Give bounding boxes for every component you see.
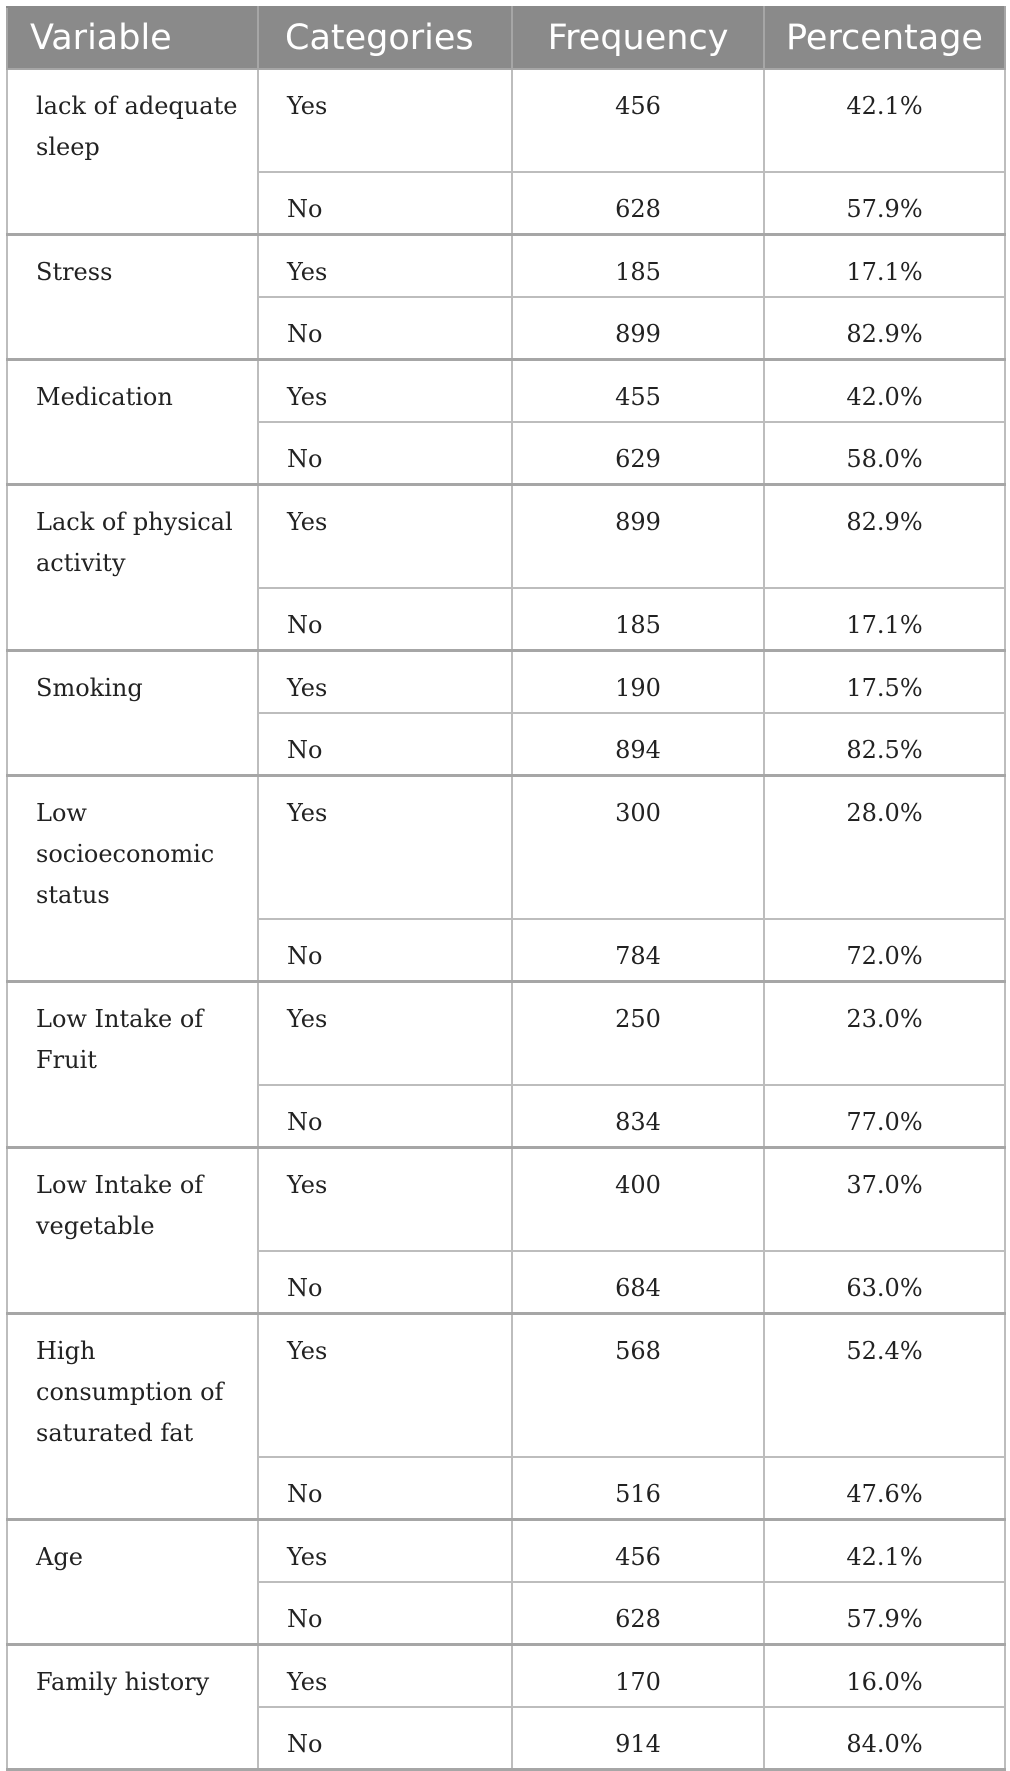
category-cell: No <box>258 297 512 360</box>
variable-cell: lack of adequate sleep <box>7 69 258 235</box>
percentage-cell: 28.0% <box>764 776 1005 920</box>
category-cell: No <box>258 1251 512 1314</box>
table-row <box>7 776 1005 920</box>
frequency-cell: 456 <box>512 69 764 172</box>
percentage-cell: 47.6% <box>764 1457 1005 1520</box>
frequency-cell: 456 <box>512 1520 764 1583</box>
variable-cell: Medication <box>7 360 258 485</box>
percentage-cell: 42.1% <box>764 1520 1005 1583</box>
category-cell: No <box>258 1707 512 1770</box>
category-cell: Yes <box>258 651 512 714</box>
variable-cell: Lack of physical activity <box>7 485 258 651</box>
category-cell: No <box>258 1582 512 1645</box>
header-percentage: Percentage <box>764 7 1005 69</box>
percentage-cell: 17.1% <box>764 588 1005 651</box>
variable-cell: Low socioeconomic status <box>7 776 258 982</box>
table-row <box>7 1148 1005 1252</box>
category-cell: Yes <box>258 1645 512 1708</box>
frequency-cell: 684 <box>512 1251 764 1314</box>
percentage-cell: 82.5% <box>764 713 1005 776</box>
category-cell: No <box>258 588 512 651</box>
percentage-cell: 17.1% <box>764 235 1005 298</box>
frequency-cell: 170 <box>512 1645 764 1708</box>
frequency-cell: 899 <box>512 485 764 589</box>
percentage-cell: 23.0% <box>764 982 1005 1086</box>
frequency-cell: 628 <box>512 1582 764 1645</box>
frequency-cell: 784 <box>512 919 764 982</box>
category-cell: Yes <box>258 1148 512 1252</box>
frequency-cell: 834 <box>512 1085 764 1148</box>
category-cell: No <box>258 422 512 485</box>
frequency-cell: 894 <box>512 713 764 776</box>
frequency-cell: 250 <box>512 982 764 1086</box>
variable-cell: Family history <box>7 1645 258 1770</box>
table-row <box>7 235 1005 298</box>
frequency-cell: 185 <box>512 235 764 298</box>
frequency-cell: 455 <box>512 360 764 423</box>
percentage-cell: 57.9% <box>764 1582 1005 1645</box>
category-cell: No <box>258 713 512 776</box>
frequency-cell: 568 <box>512 1314 764 1458</box>
percentage-cell: 77.0% <box>764 1085 1005 1148</box>
percentage-cell: 17.5% <box>764 651 1005 714</box>
table-body <box>7 69 1005 1770</box>
category-cell: Yes <box>258 982 512 1086</box>
variable-cell: Smoking <box>7 651 258 776</box>
frequency-cell: 914 <box>512 1707 764 1770</box>
frequency-cell: 899 <box>512 297 764 360</box>
header-frequency: Frequency <box>512 7 764 69</box>
percentage-cell: 72.0% <box>764 919 1005 982</box>
table-row <box>7 651 1005 714</box>
table-container <box>6 6 1004 1771</box>
table-row <box>7 1645 1005 1708</box>
table-row <box>7 485 1005 589</box>
category-cell: Yes <box>258 360 512 423</box>
category-cell: Yes <box>258 69 512 172</box>
percentage-cell: 42.1% <box>764 69 1005 172</box>
table-row <box>7 1314 1005 1458</box>
variable-cell: High consumption of saturated fat <box>7 1314 258 1520</box>
table-row <box>7 982 1005 1086</box>
header-variable: Variable <box>7 7 258 69</box>
percentage-cell: 82.9% <box>764 297 1005 360</box>
variable-cell: Low Intake of vegetable <box>7 1148 258 1314</box>
frequency-cell: 516 <box>512 1457 764 1520</box>
frequency-cell: 185 <box>512 588 764 651</box>
header-categories: Categories <box>258 7 512 69</box>
category-cell: Yes <box>258 776 512 920</box>
category-cell: Yes <box>258 1314 512 1458</box>
header-row <box>7 7 1005 69</box>
table-row <box>7 69 1005 172</box>
category-cell: No <box>258 172 512 235</box>
frequency-cell: 300 <box>512 776 764 920</box>
percentage-cell: 63.0% <box>764 1251 1005 1314</box>
category-cell: No <box>258 1457 512 1520</box>
risk-factor-table <box>6 6 1006 1771</box>
table-row <box>7 360 1005 423</box>
category-cell: Yes <box>258 485 512 589</box>
category-cell: Yes <box>258 235 512 298</box>
frequency-cell: 629 <box>512 422 764 485</box>
table-row <box>7 1520 1005 1583</box>
percentage-cell: 57.9% <box>764 172 1005 235</box>
category-cell: No <box>258 919 512 982</box>
frequency-cell: 400 <box>512 1148 764 1252</box>
category-cell: No <box>258 1085 512 1148</box>
percentage-cell: 52.4% <box>764 1314 1005 1458</box>
category-cell: Yes <box>258 1520 512 1583</box>
variable-cell: Age <box>7 1520 258 1645</box>
percentage-cell: 82.9% <box>764 485 1005 589</box>
percentage-cell: 16.0% <box>764 1645 1005 1708</box>
frequency-cell: 628 <box>512 172 764 235</box>
percentage-cell: 58.0% <box>764 422 1005 485</box>
variable-cell: Stress <box>7 235 258 360</box>
percentage-cell: 37.0% <box>764 1148 1005 1252</box>
percentage-cell: 84.0% <box>764 1707 1005 1770</box>
percentage-cell: 42.0% <box>764 360 1005 423</box>
frequency-cell: 190 <box>512 651 764 714</box>
variable-cell: Low Intake of Fruit <box>7 982 258 1148</box>
